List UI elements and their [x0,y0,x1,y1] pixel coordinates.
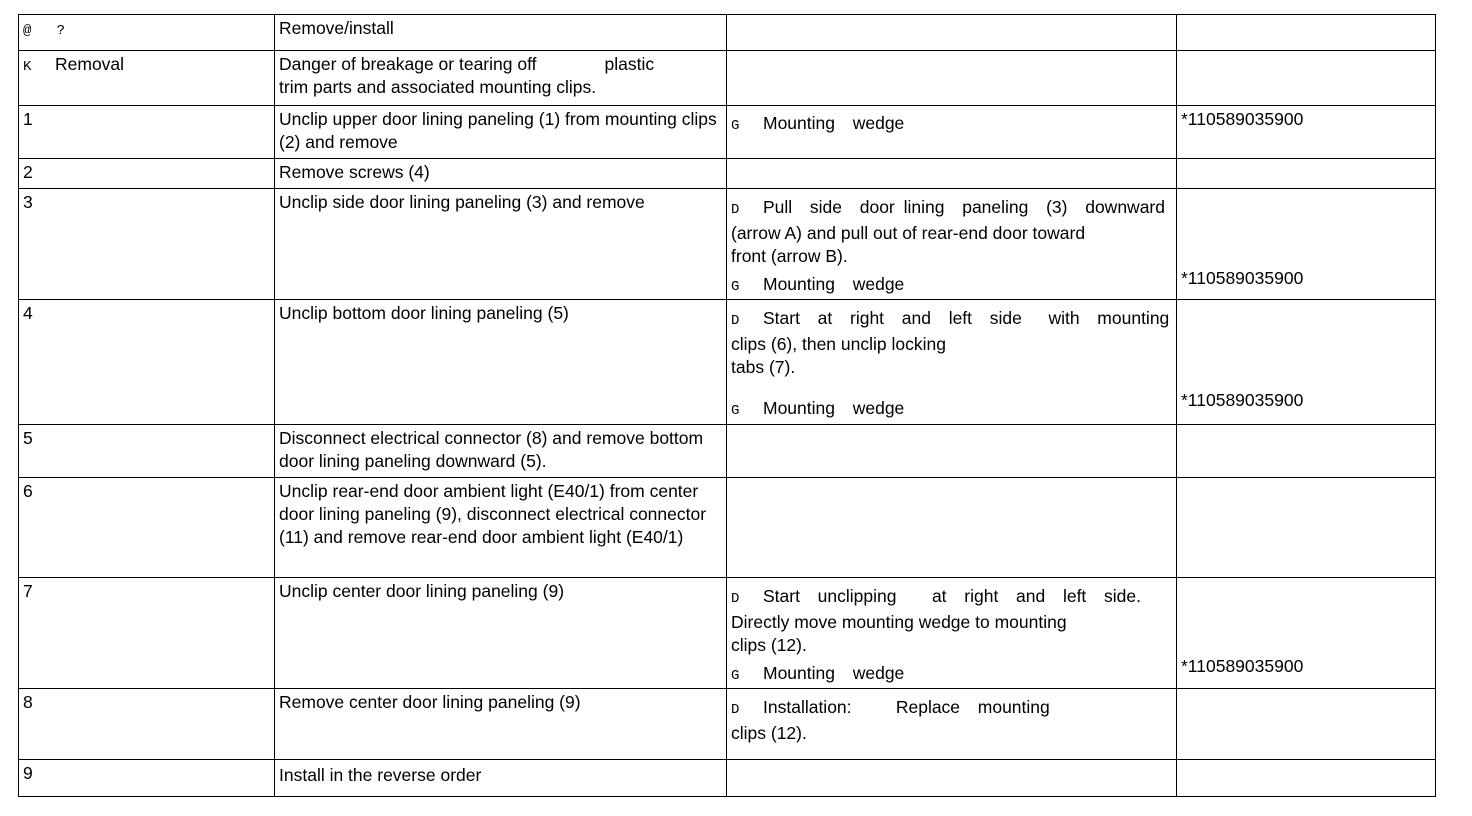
step-part-cell [1177,689,1436,760]
table-row [19,760,1436,797]
note-text-1: Installation: Replace mounting [763,697,1050,717]
step-notes-cell [727,578,1177,689]
warning-line-1 [279,53,722,76]
note-text-1: Start unclipping at right and left side. [763,586,1141,606]
note-block [731,585,1172,657]
step-action: Disconnect electrical connector (8) and remove bottom door lining paneling downward (5). [279,428,704,471]
step-part-cell [1177,478,1436,578]
step-part-cell [1177,300,1436,425]
header-symbols-cell [19,15,275,51]
part-number: *110589035900 [1181,268,1304,288]
step-number-cell [19,578,275,689]
step-notes-cell [727,478,1177,578]
removal-empty-cell-3 [727,51,1177,106]
step-part-cell [1177,189,1436,300]
step-part-cell [1177,425,1436,478]
step-action-cell [275,578,727,689]
step-notes-cell [727,189,1177,300]
step-number-cell [19,425,275,478]
note-d-icon: D [731,202,740,218]
note-line-3: clips (12). [731,635,807,655]
tool-line [731,397,1172,423]
warning-gap-word: plastic [604,54,655,74]
step-action-cell [275,106,727,159]
warning-line-2: trim parts and associated mounting clips. [279,77,597,97]
header-symbols: @ ? [23,23,66,39]
step-notes-cell [727,425,1177,478]
step-notes-cell [727,159,1177,189]
table-row [19,159,1436,189]
tool-line [731,273,1172,299]
step-number-cell [19,760,275,797]
tool-g-icon: G [731,668,740,684]
table-row [19,106,1436,159]
tool-name: Mounting wedge [763,113,905,133]
step-notes-cell [727,689,1177,760]
header-title: Remove/install [279,18,394,38]
note-line-3: front (arrow B). [731,246,848,266]
table-row [19,578,1436,689]
note-text-1: Start at right and left side with mounting [763,308,1170,328]
note-block [731,196,1172,268]
note-line-1 [731,696,1172,722]
note-block [731,307,1172,379]
step-action: Unclip center door lining paneling (9) [279,581,565,601]
step-number: 3 [23,192,33,212]
warning-k-icon: K [23,59,32,75]
removal-label: Removal [55,54,125,74]
removal-empty-cell-4 [1177,51,1436,106]
note-d-icon: D [731,591,740,607]
step-number: 5 [23,428,33,448]
removal-row [19,51,1436,106]
step-number-cell [19,300,275,425]
step-number-cell [19,159,275,189]
table-row [19,425,1436,478]
tool-name: Mounting wedge [763,398,905,418]
part-number: *110589035900 [1181,109,1304,129]
tool-g-icon: G [731,279,740,295]
step-notes-cell [727,106,1177,159]
note-line-1 [731,196,1172,222]
warning-text-1: Danger of breakage or tearing off [279,54,537,74]
step-action: Unclip upper door lining paneling (1) from mounting clips (2) and remove [279,109,717,152]
step-action-cell [275,189,727,300]
note-line-1 [731,307,1172,333]
tool-g-icon: G [731,403,740,419]
table-row [19,189,1436,300]
note-d-icon: D [731,702,740,718]
removal-warning-cell [275,51,727,106]
tool-line [731,662,1172,688]
step-part-cell [1177,159,1436,189]
tool-name: Mounting wedge [763,663,905,683]
step-action: Unclip rear-end door ambient light (E40/1) from center door lining paneling (9), disconnect electrical connector (11) and remove rear-end door ambient light (E40/1) [279,481,707,547]
header-empty-cell-4 [1177,15,1436,51]
removal-label-cell [19,51,275,106]
step-number-cell [19,106,275,159]
step-action: Remove screws (4) [279,162,430,182]
step-action: Remove center door lining paneling (9) [279,692,581,712]
step-number: 9 [23,763,33,783]
header-title-cell [275,15,727,51]
step-action: Install in the reverse order [279,765,482,785]
tool-g-icon: G [731,118,740,134]
step-action-cell [275,425,727,478]
step-number: 8 [23,692,33,712]
step-number-cell [19,189,275,300]
step-action-cell [275,300,727,425]
note-line-2: clips (12). [731,723,807,743]
step-action-cell [275,760,727,797]
step-number: 6 [23,481,33,501]
step-part-cell [1177,578,1436,689]
part-number: *110589035900 [1181,656,1304,676]
step-action-cell [275,689,727,760]
step-part-cell [1177,106,1436,159]
header-empty-cell-3 [727,15,1177,51]
tool-line [731,112,1172,138]
step-notes-cell [727,760,1177,797]
step-number: 2 [23,162,33,182]
tool-name: Mounting wedge [763,274,905,294]
step-action-cell [275,159,727,189]
procedure-table [18,14,1436,797]
table-row [19,300,1436,425]
note-line-2: (arrow A) and pull out of rear-end door toward [731,223,1086,243]
step-action: Unclip bottom door lining paneling (5) [279,303,569,323]
step-number-cell [19,689,275,760]
step-action-cell [275,478,727,578]
part-number: *110589035900 [1181,390,1304,410]
note-line-2: clips (6), then unclip locking [731,334,946,354]
step-notes-cell [727,300,1177,425]
note-line-2: Directly move mounting wedge to mounting [731,612,1067,632]
step-action: Unclip side door lining paneling (3) and remove [279,192,645,212]
note-block [731,696,1172,745]
step-number: 4 [23,303,33,323]
note-line-1 [731,585,1172,611]
table-row [19,478,1436,578]
step-number: 7 [23,581,33,601]
note-line-3: tabs (7). [731,357,796,377]
step-part-cell [1177,760,1436,797]
note-d-icon: D [731,313,740,329]
table-row [19,689,1436,760]
step-number: 1 [23,109,33,129]
header-row [19,15,1436,51]
note-text-1: Pull side door lining paneling (3) downward [763,197,1165,217]
step-number-cell [19,478,275,578]
